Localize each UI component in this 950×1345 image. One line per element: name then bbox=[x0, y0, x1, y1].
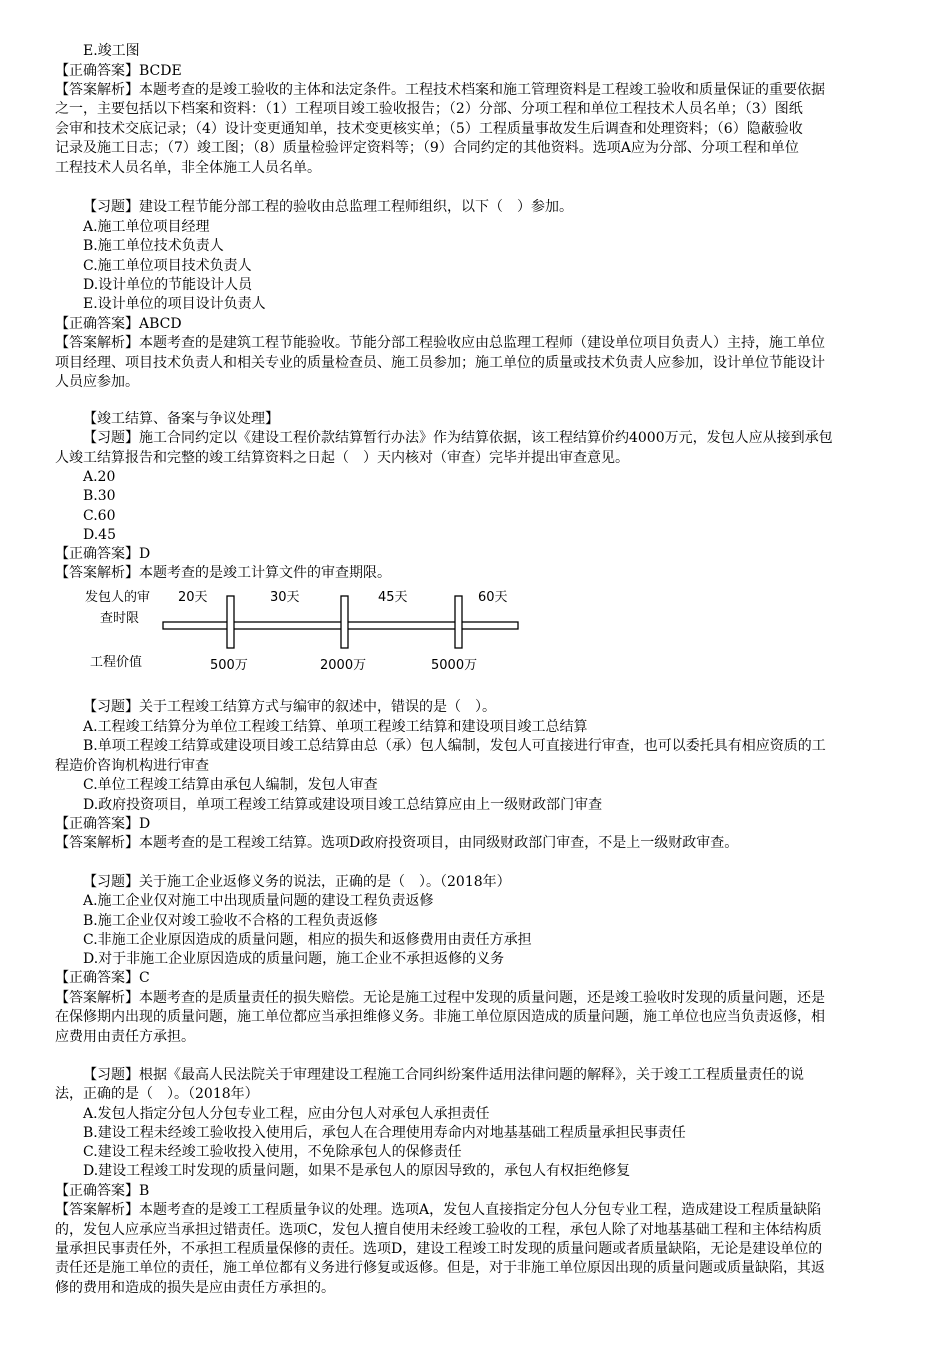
analysis-line: 【答案解析】本题考查的是建筑工程节能验收。节能分部工程验收应由总监理工程师（建设单位项目负责人）主持，施工单位 bbox=[55, 335, 825, 351]
diagram-ylabel: 发包人的审 bbox=[85, 590, 151, 605]
question-text: 【习题】建设工程节能分部工程的验收由总监理工程师组织，以下（ ）参加。 bbox=[83, 199, 573, 215]
option-a: A.20 bbox=[83, 469, 116, 485]
option-c: C.施工单位项目技术负责人 bbox=[83, 258, 252, 274]
question-text: 【习题】关于工程竣工结算方式与编审的叙述中，错误的是（ ）。 bbox=[83, 699, 496, 715]
analysis-line: 【答案解析】本题考查的是竣工计算文件的审查期限。 bbox=[55, 565, 391, 581]
correct-answer: 【正确答案】D bbox=[55, 816, 151, 832]
period-label: 60天 bbox=[478, 590, 508, 605]
value-label: 500万 bbox=[210, 658, 248, 673]
option-c: C.非施工企业原因造成的质量问题，相应的损失和返修费用由责任方承担 bbox=[83, 932, 532, 948]
option-d: D.政府投资项目，单项工程竣工结算或建设项目竣工总结算应由上一级财政部门审查 bbox=[83, 797, 603, 813]
diagram-xlabel: 工程价值 bbox=[90, 655, 143, 670]
option-d: D.45 bbox=[83, 527, 116, 543]
analysis-line: 责任还是施工单位的责任，施工单位都有义务进行修复或返修。但是，对于非施工单位原因出现的质量问题或质量缺陷，其返 bbox=[55, 1260, 825, 1276]
threshold-marker bbox=[455, 596, 462, 648]
question-text: 法，正确的是（ ）。（2018年） bbox=[55, 1086, 259, 1102]
option-b: B.单项工程竣工结算或建设项目竣工总结算由总（承）包人编制，发包人可直接进行审查，也可以委托具有相应资质的工 bbox=[83, 738, 826, 754]
analysis-line: 工程技术人员名单，非全体施工人员名单。 bbox=[55, 160, 321, 176]
option-d: D.对于非施工企业原因造成的质量问题，施工企业不承担返修的义务 bbox=[83, 951, 505, 967]
option-d: D.设计单位的节能设计人员 bbox=[83, 277, 253, 293]
analysis-line: 之一，主要包括以下档案和资料：（1）工程项目竣工验收报告；（2）分部、分项工程和单位工程技术人员名单；（3）图纸 bbox=[55, 101, 803, 117]
option-a: A.发包人指定分包人分包专业工程，应由分包人对承包人承担责任 bbox=[83, 1106, 490, 1122]
correct-answer: 【正确答案】ABCD bbox=[55, 316, 182, 332]
question-text: 【习题】根据《最高人民法院关于审理建设工程施工合同纠纷案件适用法律问题的解释》，关于竣工工程质量责任的说 bbox=[83, 1067, 804, 1083]
correct-answer: 【正确答案】BCDE bbox=[55, 63, 182, 79]
option-a: A.施工企业仅对施工中出现质量问题的建设工程负责返修 bbox=[83, 893, 434, 909]
analysis-line: 的，发包人应承应当承担过错责任。选项C，发包人擅自使用未经竣工验收的工程，承包人除了对地基基础工程和主体结构质 bbox=[55, 1222, 822, 1238]
option-b: B.建设工程未经竣工验收投入使用后，承包人在合理使用寿命内对地基基础工程质量承担民事责任 bbox=[83, 1125, 686, 1141]
analysis-line: 在保修期内出现的质量问题，施工单位都应当承担维修义务。非施工单位原因造成的质量问题，施工单位也应当负责返修，相 bbox=[55, 1009, 825, 1025]
correct-answer: 【正确答案】C bbox=[55, 970, 150, 986]
question-text: 人竣工结算报告和完整的竣工结算资料之日起（ ）天内核对（审查）完毕并提出审查意见。 bbox=[55, 450, 629, 466]
option-e: E.设计单位的项目设计负责人 bbox=[83, 296, 266, 312]
diagram-ylabel: 查时限 bbox=[100, 611, 140, 626]
value-label: 2000万 bbox=[320, 658, 367, 673]
option-b: B.施工企业仅对竣工验收不合格的工程负责返修 bbox=[83, 913, 378, 929]
threshold-marker bbox=[227, 596, 234, 648]
question-text: 【习题】关于施工企业返修义务的说法，正确的是（ ）。（2018年） bbox=[83, 874, 511, 890]
analysis-line: 【答案解析】本题考查的是工程竣工结算。选项D政府投资项目，由同级财政部门审查，不是上一级财政审查。 bbox=[55, 835, 739, 851]
analysis-line: 【答案解析】本题考查的是质量责任的损失赔偿。无论是施工过程中发现的质量问题，还是竣工验收时发现的质量问题，还是 bbox=[55, 990, 825, 1006]
period-label: 30天 bbox=[270, 590, 300, 605]
option-a: A.施工单位项目经理 bbox=[83, 219, 210, 235]
option-e: E.竣工图 bbox=[83, 43, 140, 59]
section-heading: 【竣工结算、备案与争议处理】 bbox=[83, 411, 279, 427]
analysis-line: 会审和技术交底记录；（4）设计变更通知单，技术变更核实单；（5）工程质量事故发生后调查和处理资料；（6）隐蔽验收 bbox=[55, 121, 803, 137]
analysis-line: 修的费用和造成的损失是应由责任方承担的。 bbox=[55, 1280, 335, 1296]
correct-answer: 【正确答案】D bbox=[55, 546, 151, 562]
period-label: 45天 bbox=[378, 590, 408, 605]
correct-answer: 【正确答案】B bbox=[55, 1183, 150, 1199]
timeline-bar bbox=[163, 622, 518, 629]
analysis-line: 应费用由责任方承担。 bbox=[55, 1029, 195, 1045]
analysis-line: 人员应参加。 bbox=[55, 374, 139, 390]
threshold-marker bbox=[341, 596, 348, 648]
option-b: B.30 bbox=[83, 488, 116, 504]
option-b-cont: 程造价咨询机构进行审查 bbox=[55, 758, 209, 774]
analysis-line: 量承担民事责任外，不承担工程质量保修的责任。选项D，建设工程竣工时发现的质量问题或者质量缺陷，无论是建设单位的 bbox=[55, 1241, 823, 1257]
option-d: D.建设工程竣工时发现的质量问题，如果不是承包人的原因导致的，承包人有权拒绝修复 bbox=[83, 1163, 631, 1179]
option-c: C.建设工程未经竣工验收投入使用，不免除承包人的保修责任 bbox=[83, 1144, 462, 1160]
analysis-line: 项目经理、项目技术负责人和相关专业的质量检查员、施工员参加；施工单位的质量或技术负责人应参加，设计单位节能设计 bbox=[55, 355, 825, 371]
analysis-line: 【答案解析】本题考查的是竣工工程质量争议的处理。选项A，发包人直接指定分包人分包专业工程，造成建设工程质量缺陷 bbox=[55, 1202, 822, 1218]
value-label: 5000万 bbox=[431, 658, 478, 673]
analysis-line: 记录及施工日志；（7）竣工图；（8）质量检验评定资料等；（9）合同约定的其他资料。选项A应为分部、分项工程和单位 bbox=[55, 140, 799, 156]
option-a: A.工程竣工结算分为单位工程竣工结算、单项工程竣工结算和建设项目竣工总结算 bbox=[83, 719, 588, 735]
analysis-line: 【答案解析】本题考查的是竣工验收的主体和法定条件。工程技术档案和施工管理资料是工程竣工验收和质量保证的重要依据 bbox=[55, 82, 825, 98]
option-b: B.施工单位技术负责人 bbox=[83, 238, 224, 254]
question-text: 【习题】施工合同约定以《建设工程价款结算暂行办法》作为结算依据，该工程结算价约4000万元，发包人应从接到承包 bbox=[83, 430, 833, 446]
option-c: C.60 bbox=[83, 508, 116, 524]
option-c: C.单位工程竣工结算由承包人编制，发包人审查 bbox=[83, 777, 378, 793]
period-label: 20天 bbox=[178, 590, 208, 605]
